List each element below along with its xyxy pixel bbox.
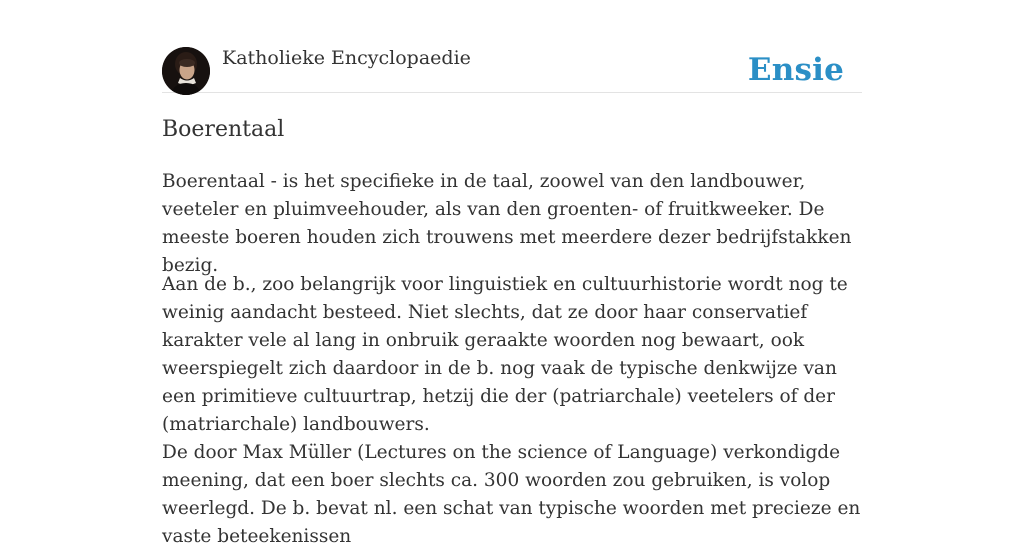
article-paragraph-1: Boerentaal - is het specifieke in de taal, zoowel van den landbouwer, veeteler en pluimveehouder, als van den groenten- of fruitkweeker. De meeste boeren houden zich trouwens met meerdere dezer bedrijfstakken bezig.	[162, 171, 852, 276]
brand-logo[interactable]: Ensie	[747, 52, 844, 88]
article-paragraph-2: Aan de b., zoo belangrijk voor linguistiek en cultuurhistorie wordt nog te weinig aandacht besteed. Niet slechts, dat ze door haar conservatief karakter vele al lang in onbruik geraakte woorden nog bewaart, ook weerspiegelt zich daardoor in de b. nog vaak de typische denkwijze van een primitieve cultuurtrap, hetzij die der (patriarchale) veetelers of der (matriarchale) landbouwers.	[162, 274, 848, 435]
article-paragraph-3: De door Max Müller (Lectures on the science of Language) verkondigde meening, dat een boer slechts ca. 300 woorden zou gebruiken, is volop weerlegd. De b. bevat nl. een schat van typische woorden met precieze en vaste beteekenissen	[162, 442, 861, 547]
header	[162, 44, 862, 93]
article-title: Boerentaal	[162, 117, 285, 142]
source-name[interactable]: Katholieke Encyclopaedie	[222, 47, 471, 69]
portrait-icon	[162, 47, 210, 95]
avatar[interactable]	[162, 47, 210, 95]
